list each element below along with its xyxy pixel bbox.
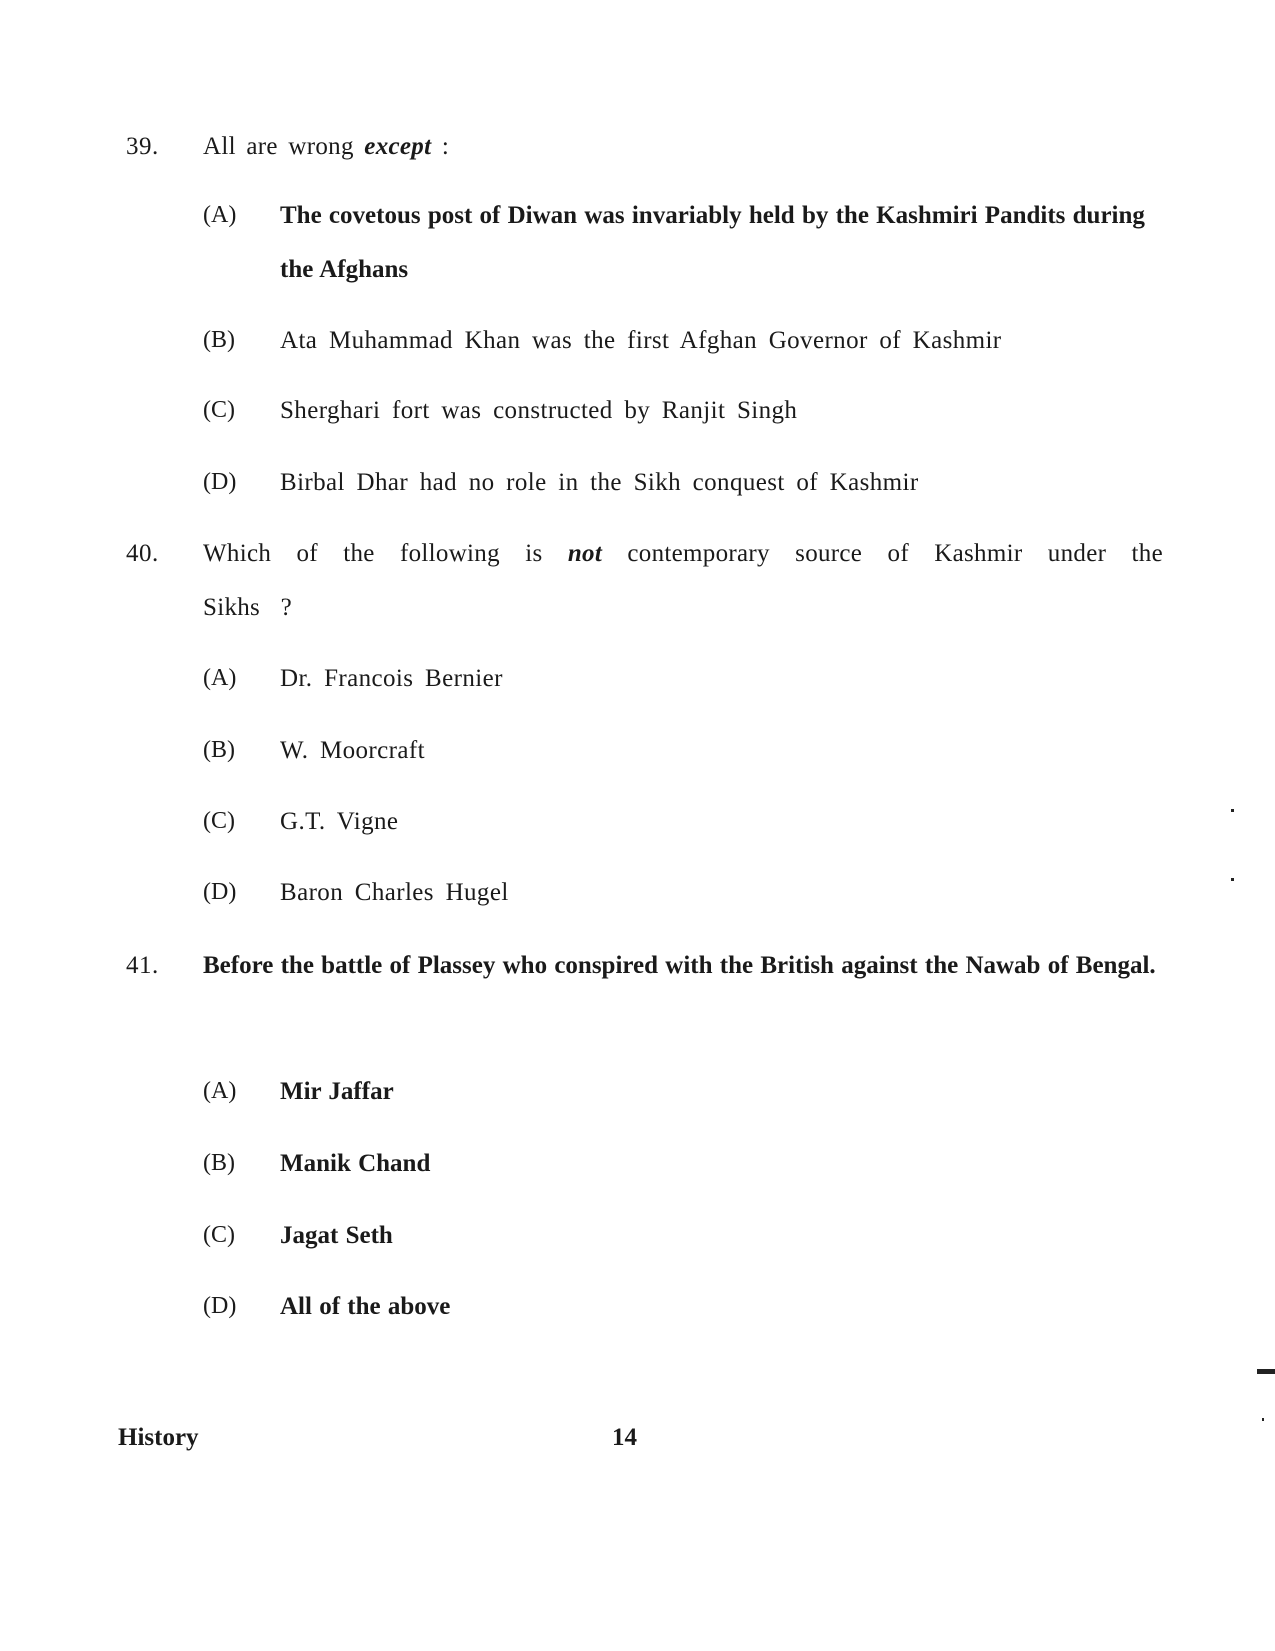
question-text: Which of the following is not contemporary source of Kashmir under the Sikhs ?	[203, 540, 1163, 621]
option-text: All of the above	[280, 1293, 451, 1320]
option-label: (B)	[203, 737, 235, 763]
option-text: G.T. Vigne	[280, 808, 399, 835]
option-label: (D)	[203, 1293, 237, 1319]
question-text: All are wrong except :	[203, 133, 450, 160]
question-number: 41.	[126, 952, 159, 979]
option-label: (A)	[203, 1078, 237, 1104]
footer-subject: History	[118, 1424, 199, 1451]
option-label: (A)	[203, 202, 237, 228]
option-label: (B)	[203, 327, 235, 353]
option-text: Ata Muhammad Khan was the first Afghan Governor of Kashmir	[280, 327, 1002, 354]
question-text: Before the battle of Plassey who conspired with the British against the Nawab of Bengal.	[203, 952, 1156, 979]
option-text: Dr. Francois Bernier	[280, 665, 503, 692]
scan-mark	[1231, 809, 1234, 812]
option-text: Sherghari fort was constructed by Ranjit Singh	[280, 397, 798, 424]
option-text: Jagat Seth	[280, 1222, 393, 1249]
option-text: W. Moorcraft	[280, 737, 425, 764]
option-label: (C)	[203, 1222, 235, 1248]
option-text: Birbal Dhar had no role in the Sikh conquest of Kashmir	[280, 469, 919, 496]
option-label: (D)	[203, 879, 237, 905]
scan-mark	[1231, 878, 1234, 881]
emphasis: not	[567, 540, 603, 567]
scan-mark	[1257, 1369, 1275, 1374]
question-number: 39.	[126, 133, 159, 160]
option-text: Baron Charles Hugel	[280, 879, 509, 906]
option-label: (C)	[203, 808, 235, 834]
option-text: The covetous post of Diwan was invariably held by the Kashmiri Pandits during the Afghans	[280, 202, 1145, 283]
emphasis: except	[364, 133, 432, 160]
option-text: Mir Jaffar	[280, 1078, 394, 1105]
option-label: (B)	[203, 1150, 235, 1176]
option-label: (D)	[203, 469, 237, 495]
scan-mark	[1262, 1418, 1264, 1421]
option-text: Manik Chand	[280, 1150, 431, 1177]
option-label: (C)	[203, 397, 235, 423]
page-number: 14	[612, 1424, 637, 1451]
question-number: 40.	[126, 540, 159, 567]
option-label: (A)	[203, 665, 237, 691]
